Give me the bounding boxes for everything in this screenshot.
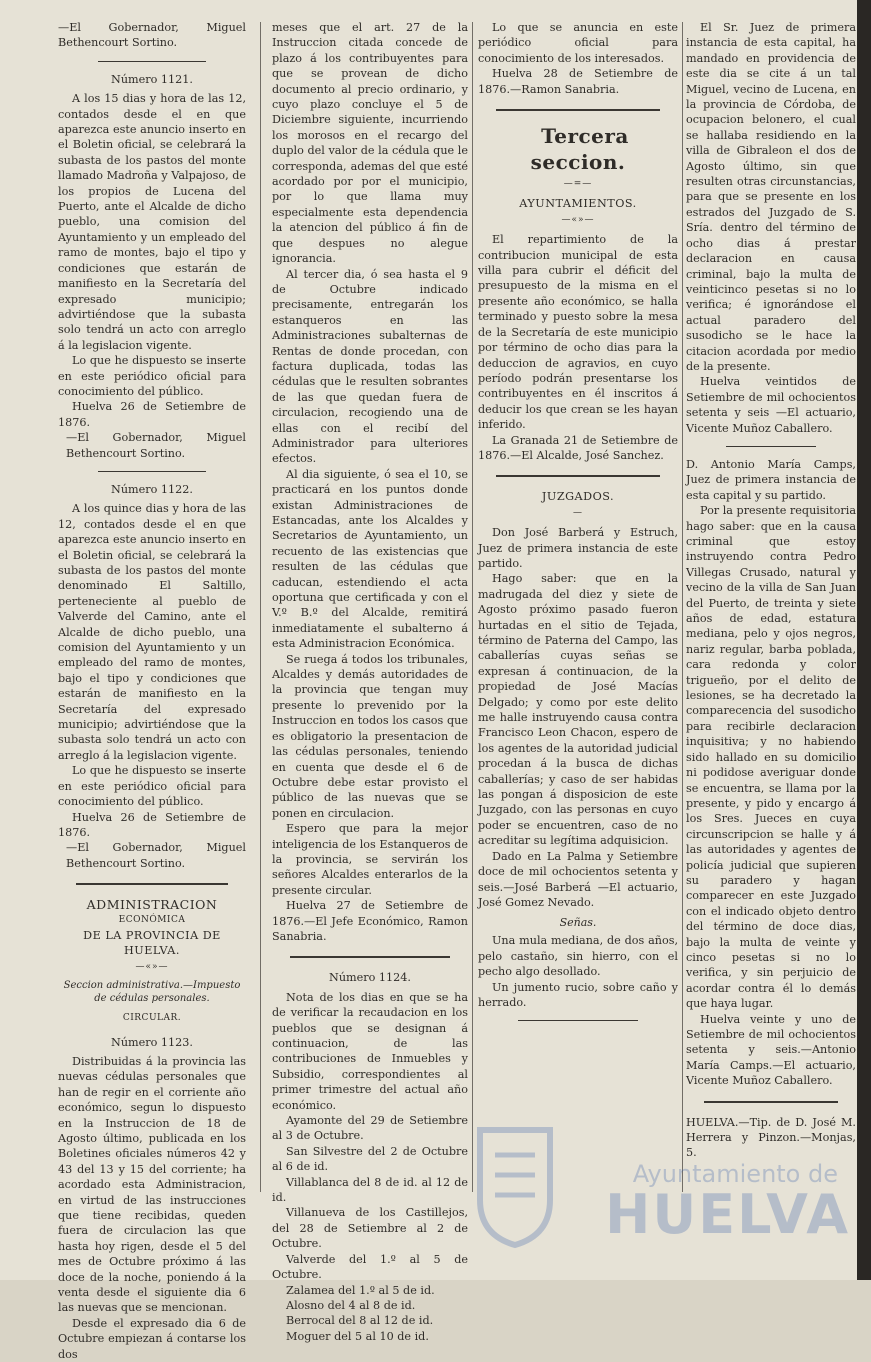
notice-paragraph: Espero que para la mejor inteligencia de los Estanqueros de la provincia, se servirán los señores Alcaldes enterarlos de la presente circular.	[272, 822, 468, 897]
notice-paragraph: Se ruega á todos los tribunales, Alcaldes y demás autoridades de la provincia que tengan muy presente lo prevenido por la Instruccion en todos los casos que es obligatorio la presentacion de las cédulas personales, teniendo en cuenta que desde el 6 de Octubre debe estar provisto el público de las nuevas que se ponen en circulacion.	[272, 652, 468, 820]
notice-paragraph: Desde el expresado dia 6 de Octubre empiezan á contarse los dos	[58, 1316, 246, 1361]
schedule-item: Moguer del 5 al 10 de id.	[286, 1329, 429, 1343]
notice-paragraph: Hago saber: que en la madrugada del diez y siete de Agosto próximo pasado fueron hurtadas en el sitio de Tejada, término de Paterna del Campo, las caballerías cuyas señas se expresan á continuacion, de la propiedad de José Macías Delgado; y como por este delito me halle instruyendo causa contra Francisco Leon Chacon, espero de los agentes de la autoridad judicial procedan á la busca de dichas caballerías; y caso de ser habidas las pongan á disposicion de este Juzgado, con las personas en cuyo poder se encuentren, caso de no acreditar su legítima adquisicion.	[478, 572, 678, 848]
column-3	[478, 20, 678, 1031]
notice-paragraph: El Sr. Juez de primera instancia de esta capital, ha mandado en providencia de este dia se cite á un tal Miguel, vecino de Lucena, en la provincia de Córdoba, de ocupacion belonero, el cual se hallaba residiendo en la villa de Gibraleon el dos de Agosto último, sin que resulten otras circunstancias, para que se presente en los estrados del Juzgado de S. Sría. dentro del término de ocho dias á prestar declaracion en causa criminal, bajo la multa de veinticinco pesetas si no lo verifica; é ignorándose el actual paradero del susodicho se le hace la citacion acordada por medio de la presente.	[686, 21, 856, 373]
separator	[496, 475, 660, 477]
separator	[76, 883, 228, 885]
schedule-item: Berrocal del 8 al 12 de id.	[286, 1314, 434, 1328]
notice-paragraph: Al tercer dia, ó sea hasta el 9 de Octubre indicado precisamente, entregarán los estanqueros en las Administraciones subalternas de Rentas de donde procedan, con factura duplicada, todas las cédulas que le resulten sobrantes de las que quedan fuera de circulacion, recogiendo una de ellas con el recibí del Administrador para ulteriores efectos.	[272, 267, 468, 466]
separator	[704, 1101, 838, 1103]
page-edge	[857, 0, 871, 1280]
notice-heading: Don José Barberá y Estruch, Juez de primera instancia de este partido.	[478, 526, 678, 570]
watermark-top-text: Ayuntamiento de	[632, 1160, 838, 1188]
column-divider	[260, 22, 261, 1192]
watermark-city-text: HUELVA	[605, 1183, 850, 1246]
coat-of-arms-icon	[470, 1120, 560, 1250]
notice-paragraph: Un jumento rucio, sobre caño y herrado.	[478, 980, 678, 1009]
column-4	[686, 20, 856, 1161]
section-subtitle: Seccion administrativa.—Impuesto de cédulas personales.	[63, 980, 241, 1005]
separator	[496, 109, 660, 111]
notice-paragraph: Nota de los dias en que se ha de verificar la recaudacion en los pueblos que se designan á continuacion, de las contribuciones de Inmuebles y Subsidio, correspondientes al primer trimestre del actual año económico.	[272, 990, 468, 1112]
separator	[98, 61, 206, 62]
printer-imprint: HUELVA.—Tip. de D. José M. Herrera y Pinzon.—Monjas, 5.	[686, 1115, 856, 1160]
schedule-item: Alosno del 4 al 8 de id.	[286, 1298, 416, 1312]
notice-signature: Huelva 27 de Setiembre de 1876.—El Jefe Económico, Ramon Sanabria.	[272, 899, 468, 943]
notice-number: Número 1122.	[111, 482, 193, 496]
notice-paragraph: A los quince dias y hora de las 12, contados desde el en que aparezca este anuncio inserto en el Boletin oficial, se celebrará la subasta de los pastos del monte denominado El Saltillo, perteneciente al pueblo de Valverde del Camino, ante el Alcalde de dicho pueblo, una comision del Ayuntamiento y un empleado del ramo de montes, bajo el tipo y condiciones que estarán de manifiesto en la Secretaría del expresado municipio; advirtiéndose que la subasta solo tendrá un acto con arreglo á la legislacion vigente.	[58, 502, 246, 762]
section-subheading: ECONÓMICA	[118, 914, 186, 925]
notice-signature: Huelva veinte y uno de Setiembre de mil ochocientos setenta y seis.—Antonio María Camps.—El actuario, Vicente Muñoz Caballero.	[686, 1012, 856, 1088]
section-heading: ADMINISTRACION	[86, 897, 218, 913]
ornament: —=—	[563, 179, 593, 190]
notice-signature: Huelva 28 de Setiembre de 1876.—Ramon Sanabria.	[478, 67, 678, 96]
separator	[726, 446, 816, 447]
column-divider	[682, 22, 683, 1192]
schedule-item: Ayamonte del 29 de Setiembre al 3 de Octubre.	[272, 1114, 468, 1143]
notice-paragraph: Lo que he dispuesto se inserte en este periódico oficial para conocimiento del público.	[58, 764, 246, 809]
notice-paragraph: Una mula mediana, de dos años, pelo castaño, sin hierro, con el pecho algo desollado.	[478, 934, 678, 979]
signature-line: —El Gobernador, Miguel Bethencourt Sortino.	[66, 841, 246, 870]
column-divider	[472, 22, 473, 1192]
section-subheading: DE LA PROVINCIA DE HUELVA.	[83, 928, 221, 958]
notice-number: Número 1124.	[329, 971, 411, 985]
notice-paragraph: Lo que se anuncia en este periódico oficial para conocimiento de los interesados.	[478, 21, 678, 65]
column-2	[272, 20, 468, 1344]
notice-paragraph: Por la presente requisitoria hago saber: que en la causa criminal que estoy instruyendo contra Pedro Villegas Crusado, natural y vecino de la villa de San Juan del Puerto, de treinta y siete años de edad, estatura mediana, pelo y ojos negros, nariz regular, barba poblada, cara redonda y color trigueño, por el delito de lesiones, se ha decretado la comparecencia del susodicho para recibirle declaracion inquisitiva; y no habiendo sido hallado en su domicilio ni podidose averiguar donde se encuentra, se llama por la presente, y pido y encargo á los Sres. Jueces en cuya circunscripcion se halle y á las autoridades y agentes de policía judicial que supieren su paradero y hagan comparecer en este Juzgado con el indicado objeto dentro del término de doce dias, bajo la multa de veinte y cinco pesetas si no lo verifica, y sin perjuicio de acordar contra él lo demás que haya lugar.	[686, 504, 856, 1011]
notice-paragraph: Lo que he dispuesto se inserte en este periódico oficial para conocimiento del público.	[58, 354, 246, 398]
column-1	[58, 20, 246, 1362]
section-title: Tercera seccion.	[530, 124, 629, 175]
schedule-item: Villablanca del 8 de id. al 12 de id.	[272, 1175, 468, 1205]
ornament: —«»—	[561, 214, 595, 225]
separator	[290, 956, 450, 958]
notice-paragraph: Distribuidas á la provincia las nuevas cédulas personales que han de regir en el corriente año económico, segun lo dispuesto en la Instruccion de 18 de Agosto último, publicada en los Boletines oficiales números 42 y 43 del 13 y 15 del corriente; ha acordado esta Administracion, en virtud de las instrucciones que tiene recibidas, queden fuera de circulacion las que hasta hoy rigen, desde el 5 del mes de Octubre próximo á las doce de la noche, poniendo á la venta desde el siguiente dia 6 las nuevas que se mencionan.	[58, 1054, 246, 1315]
notice-paragraph: A los 15 dias y hora de las 12, contados desde el en que aparezca este anuncio inserto en el Boletin oficial, se celebrará la subasta de los pastos del monte llamado Madroña y Valpajoso, de los propios de Lucena del Puerto, ante el Alcalde de dicho pueblo, una comision del Ayuntamiento y un empleado del ramo de montes, bajo el tipo y condiciones que estarán de manifiesto en la Secretaría del expresado municipio; advirtiéndose que la subasta solo tendrá un acto con arreglo á la legislacion vigente.	[58, 92, 246, 352]
ornament: —	[573, 507, 583, 518]
schedule-item: Zalamea del 1.º al 5 de id.	[286, 1283, 435, 1297]
senas-heading: Señas.	[559, 916, 597, 930]
notice-date: Huelva 26 de Setiembre de 1876.	[58, 810, 246, 839]
separator	[518, 1020, 638, 1021]
signature-line: —El Gobernador, Miguel Bethencourt Sortino.	[58, 21, 246, 50]
schedule-item: Villanueva de los Castillejos, del 28 de Setiembre al 2 de Octubre.	[272, 1206, 468, 1251]
schedule-item: Valverde del 1.º al 5 de Octubre.	[272, 1252, 468, 1282]
separator	[98, 471, 206, 472]
ornament: —«»—	[135, 961, 169, 972]
signature-line: —El Gobernador, Miguel Bethencourt Sortino.	[66, 431, 246, 460]
notice-signature: La Granada 21 de Setiembre de 1876.—El Alcalde, José Sanchez.	[478, 433, 678, 462]
notice-paragraph: El repartimiento de la contribucion municipal de esta villa para cubrir el déficit del presupuesto de la misma en el presente año económico, se halla terminado y puesto sobre la mesa de la Secretaría de este municipio por término de ocho dias para la deduccion de agravios, en cuyo período podrán presentarse los contribuyentes en él inscritos á deducir los que crean se les hayan inferido.	[478, 233, 678, 432]
notice-paragraph: Al dia siguiente, ó sea el 10, se practicará en los puntos donde existan Administraciones de Estancadas, ante los Alcaldes y Secretarios de Ayuntamiento, un recuento de las existencias que resulten de las cédulas que caducan, estendiendo el acta oportuna que certificada y con el V.º B.º del Alcalde, remitirá inmediatamente el subalterno á esta Administracion Económica.	[272, 467, 468, 651]
notice-number: Número 1123.	[111, 1035, 193, 1049]
notice-signature: Dado en La Palma y Setiembre doce de mil ochocientos setenta y seis.—José Barberá —El actuario, José Gomez Nevado.	[478, 849, 678, 909]
circular-label: CIRCULAR.	[122, 1013, 182, 1024]
notice-paragraph: meses que el art. 27 de la Instruccion citada concede de plazo á los contribuyentes para que se provean de dicho documento al precio ordinario, y cuyo plazo concluye el 5 de Diciembre siguiente, incurriendo los morosos en el recargo del duplo del valor de la cédula que le corresponda, ademas del que esté acordado por por el municipio, por lo que llama muy especialmente esta dependencia la atencion del público á fin de que despues no alegue ignorancia.	[272, 21, 468, 266]
notice-number: Número 1121.	[111, 72, 193, 86]
notice-signature: Huelva veintidos de Setiembre de mil ochocientos setenta y seis —El actuario, Vicente Muñoz Caballero.	[686, 375, 856, 435]
notice-heading: D. Antonio María Camps, Juez de primera instancia de esta capital y su partido.	[686, 457, 856, 502]
section-heading: AYUNTAMIENTOS.	[519, 197, 637, 211]
notice-date: Huelva 26 de Setiembre de 1876.	[58, 400, 246, 429]
section-heading: JUZGADOS.	[541, 490, 615, 504]
schedule-item: San Silvestre del 2 de Octubre al 6 de id.	[272, 1144, 468, 1174]
